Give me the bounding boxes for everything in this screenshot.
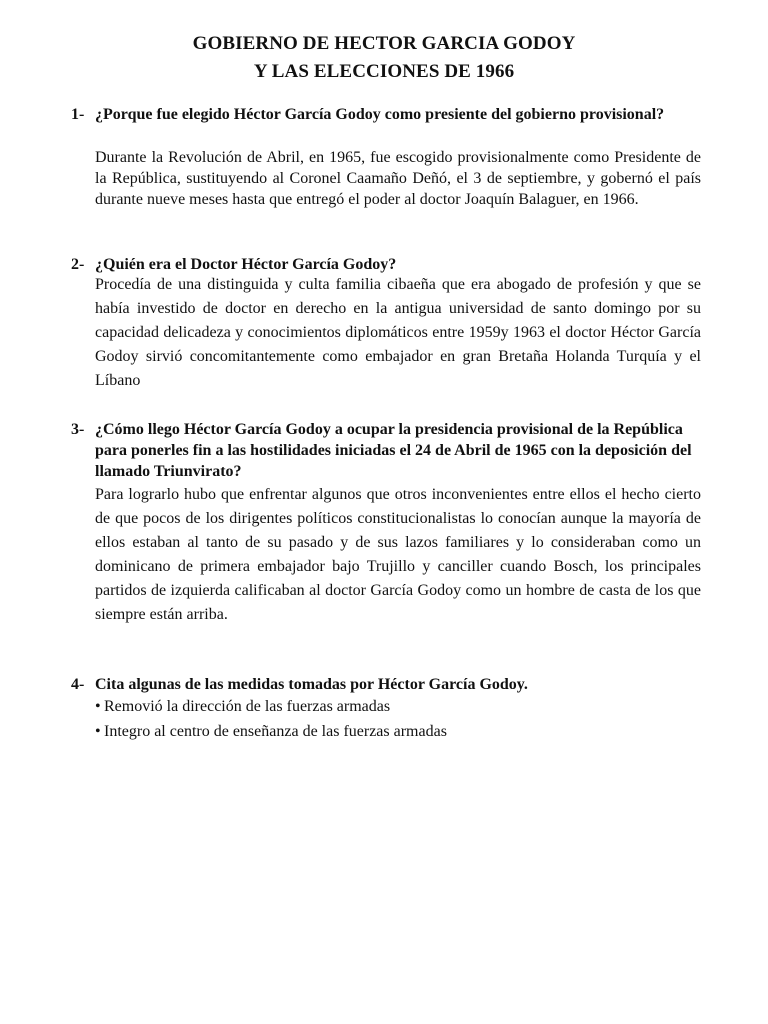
bullet-item-2 <box>95 721 701 742</box>
question-3-number: 3- <box>71 421 85 438</box>
answer-2-text: Procedía de una distinguida y culta familia cibaeña que era abogado de profesión y que se había investido de doctor en derecho en la antigua universidad de santo domingo por su capacidad delicadeza y conocimientos diplomáticos entre 1959y 1963 el doctor Héctor García Godoy sirvió concomitantemente como embajador en gran Bretaña Holanda Turquía y el Líbano <box>95 276 701 389</box>
answer-3-text: Para lograrlo hubo que enfrentar algunos que otros inconvenientes entre ellos el hecho cierto de que pocos de los dirigentes políticos constitucionalistas lo conocían aunque la mayoría de ellos estaban al tanto de su pasado y de sus lazos familiares y lo consideraban como un dominicano de primera embajador bajo Trujillo y canciller cuando Bosch, los principales partidos de izquierda calificaban al doctor García Godoy como un hombre de casta de los que siempre están arriba. <box>95 486 701 623</box>
question-2-text: ¿Quién era el Doctor Héctor García Godoy? <box>95 256 397 273</box>
bullet-symbol: • <box>95 698 101 715</box>
bullet-item-1 <box>95 696 701 717</box>
question-2-number: 2- <box>71 256 85 273</box>
document-title-line-2: Y LAS ELECCIONES DE 1966 <box>253 61 515 82</box>
bullet-item-text: Integro al centro de enseñanza de las fuerzas armadas <box>104 723 447 740</box>
document-title-line-1: GOBIERNO DE HECTOR GARCIA GODOY <box>192 33 576 54</box>
question-3-text: ¿Cómo llego Héctor García Godoy a ocupar la presidencia provisional de la República para ponerles fin a las hostilidades iniciadas el 24 de Abril de 1965 con la deposición del llamado Triunvirato? <box>95 421 692 480</box>
question-4-text: Cita algunas de las medidas tomadas por Héctor García Godoy. <box>95 676 528 693</box>
answer-1-text: Durante la Revolución de Abril, en 1965, fue escogido provisionalmente como Presidente de la República, sustituyendo al Coronel Caamaño Deñó, el 3 de septiembre, y gobernó el país durante nueve meses hasta que entregó el poder al doctor Joaquín Balaguer, en 1966. <box>95 149 701 208</box>
question-1-text: ¿Porque fue elegido Héctor García Godoy como presiente del gobierno provisional? <box>95 106 665 123</box>
question-4-number: 4- <box>71 676 85 693</box>
bullet-item-text: Removió la dirección de las fuerzas armadas <box>104 698 391 715</box>
bullet-symbol: • <box>95 723 101 740</box>
question-1-number: 1- <box>71 106 85 123</box>
